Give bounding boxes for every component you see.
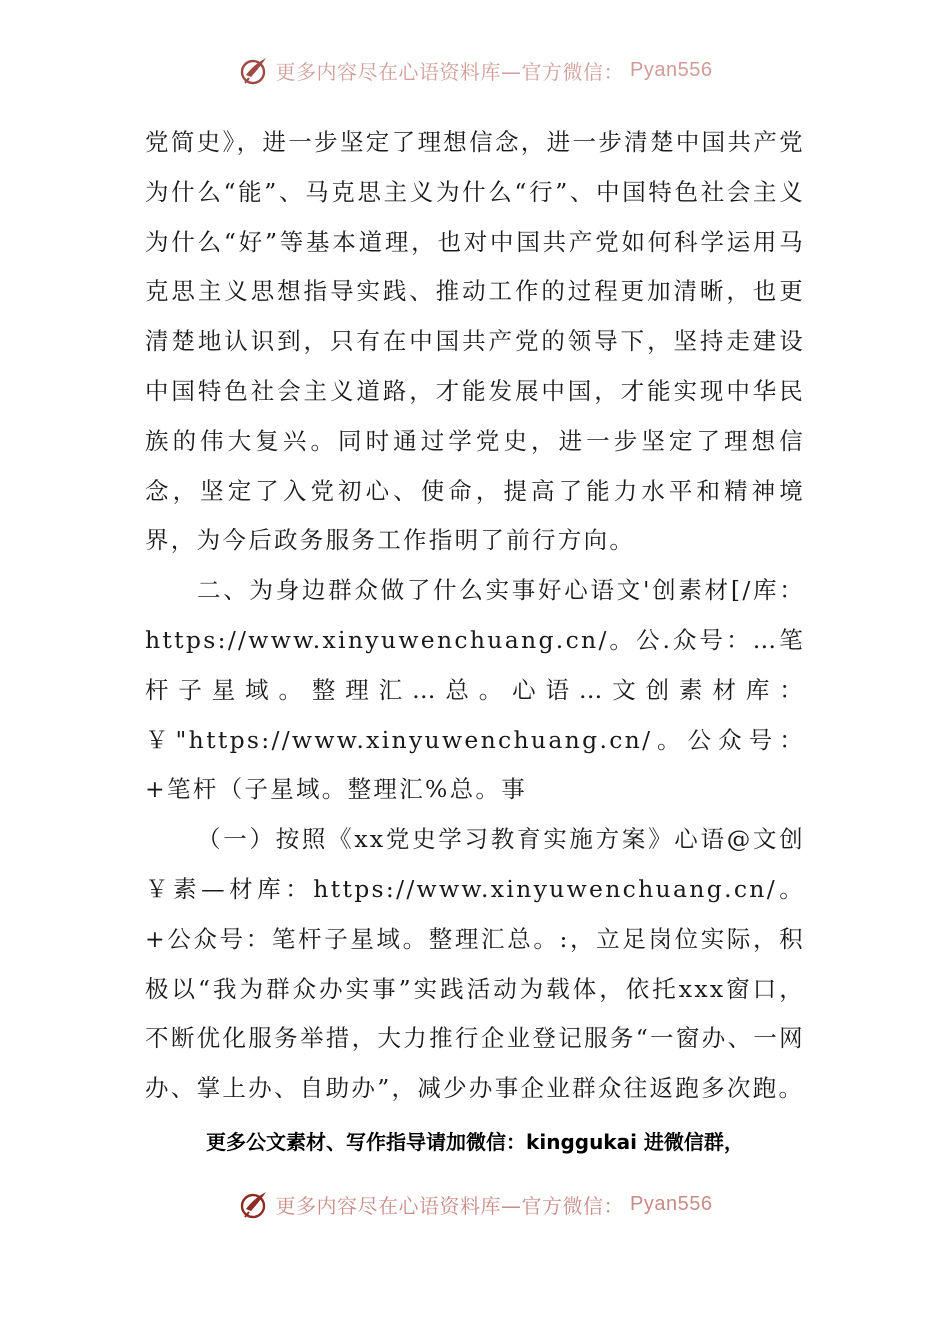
watermark-text: 更多内容尽在心语资料库—官方微信： (275, 59, 625, 84)
document-body (145, 118, 805, 1114)
quill-seal-icon (238, 53, 272, 87)
paragraph-intro: 党简史》，进一步坚定了理想信念，进一步清楚中国共产党为什么“能”、马克思主义为什么“行”、中国特色社会主义为什么“好”等基本道理，也对中国共产党如何科学运用马克思主义思想指导实践、推动工作的过程更加清晰，也更清楚地认识到，只有在中国共产党的领导下，坚持走建设中国特色社会主义道路，才能发展中国，才能实现中华民族的伟大复兴。同时通过学党史，进一步坚定了理想信念，坚定了入党初心、使命，提高了能力水平和精神境界，为今后政务服务工作指明了前行方向。 (145, 128, 805, 555)
paragraph-item-one: （一）按照《xx党史学习教育实施方案》心语@文创￥素—材库：https://www.xinyuwenchuang.cn/。+公众号：笔杆子星域。整理汇总。:，立足岗位实际，积极以“我为群众办实事”实践活动为载体，依托xxx窗口，不断优化服务举措，大力推行企业登记服务“一窗办、一网办、掌上办、自助办”，减少办事企业群众往返跑多次跑。 (145, 825, 805, 1103)
quill-seal-icon (238, 1187, 272, 1221)
section-heading-two: 二、为身边群众做了什么实事好心语文'创素材[/库：https://www.xinyuwenchuang.cn/。公.众号：…笔杆子星域。整理汇…总。心语…文创素材库：￥"https://www.xinyuwenchuang.cn/。公众号：+笔杆（子星域。整理汇%总。事 (145, 576, 805, 804)
footer-watermark (0, 1186, 950, 1222)
watermark-handle: Pyan556 (630, 58, 713, 81)
watermark-handle: Pyan556 (630, 1192, 713, 1215)
promo-note: 更多公文素材、写作指导请加微信：kinggukai 进微信群， (206, 1130, 744, 1154)
header-watermark (0, 54, 950, 86)
watermark-text: 更多内容尽在心语资料库—官方微信： (275, 1193, 625, 1218)
